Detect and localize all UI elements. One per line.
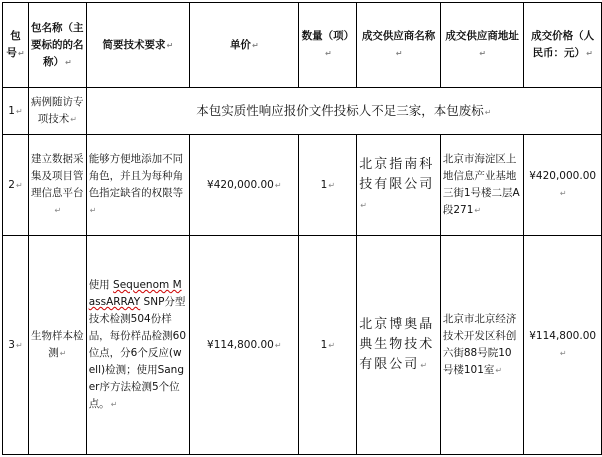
cell-void-notice: 本包实质性响应报价文件投标人不足三家，本包废标↵ bbox=[86, 88, 601, 135]
cell-supplier-name: 北京博奥晶典生物技术有限公司↵ bbox=[357, 236, 441, 455]
cell-package-no: 3↵ bbox=[3, 236, 29, 455]
header-package-name: 包名称（主要标的的名称）↵ bbox=[28, 3, 86, 88]
cell-quantity: 1↵ bbox=[299, 236, 357, 455]
cell-package-no: 2↵ bbox=[3, 135, 29, 236]
cell-supplier-address: 北京市北京经济技术开发区科创六街88号院10号楼101室↵ bbox=[440, 236, 524, 455]
table-row bbox=[3, 135, 602, 236]
award-table bbox=[2, 2, 602, 455]
header-row bbox=[3, 3, 602, 88]
table-row bbox=[3, 236, 602, 455]
cell-package-name: 病例随访专项技术↵ bbox=[28, 88, 86, 135]
header-quantity: 数量（项）↵ bbox=[299, 3, 357, 88]
header-unit-price: 单价↵ bbox=[190, 3, 299, 88]
table-row bbox=[3, 88, 602, 135]
cell-package-name: 生物样本检测↵ bbox=[28, 236, 86, 455]
header-deal-price: 成交价格（人民币：元）↵ bbox=[524, 3, 602, 88]
cell-supplier-name: 北京指南科技有限公司↵ bbox=[357, 135, 441, 236]
header-tech-req: 简要技术要求↵ bbox=[86, 3, 189, 88]
cell-deal-price: ¥420,000.00↵ bbox=[524, 135, 602, 236]
cell-supplier-address: 北京市海淀区上地信息产业基地三街1号楼二层A段271↵ bbox=[440, 135, 524, 236]
cell-tech-req: 能够方便地添加不同角色，并且为每种角色指定缺省的权限等↵ bbox=[86, 135, 189, 236]
cell-quantity: 1↵ bbox=[299, 135, 357, 236]
header-supplier-address: 成交供应商地址↵ bbox=[440, 3, 524, 88]
header-package-no: 包号↵ bbox=[3, 3, 29, 88]
cell-unit-price: ¥114,800.00↵ bbox=[190, 236, 299, 455]
cell-package-name: 建立数据采集及项目管理信息平台↵ bbox=[28, 135, 86, 236]
cell-package-no: 1↵ bbox=[3, 88, 29, 135]
header-supplier-name: 成交供应商名称↵ bbox=[357, 3, 441, 88]
cell-unit-price: ¥420,000.00↵ bbox=[190, 135, 299, 236]
cell-tech-req: 使用 Sequenom MassARRAY SNP分型技术检测504份样品，每份样品检测60位点，分6个反应(well)检测；使用Sanger序方法检测5个位点。↵ bbox=[86, 236, 189, 455]
cell-deal-price: ¥114,800.00↵ bbox=[524, 236, 602, 455]
